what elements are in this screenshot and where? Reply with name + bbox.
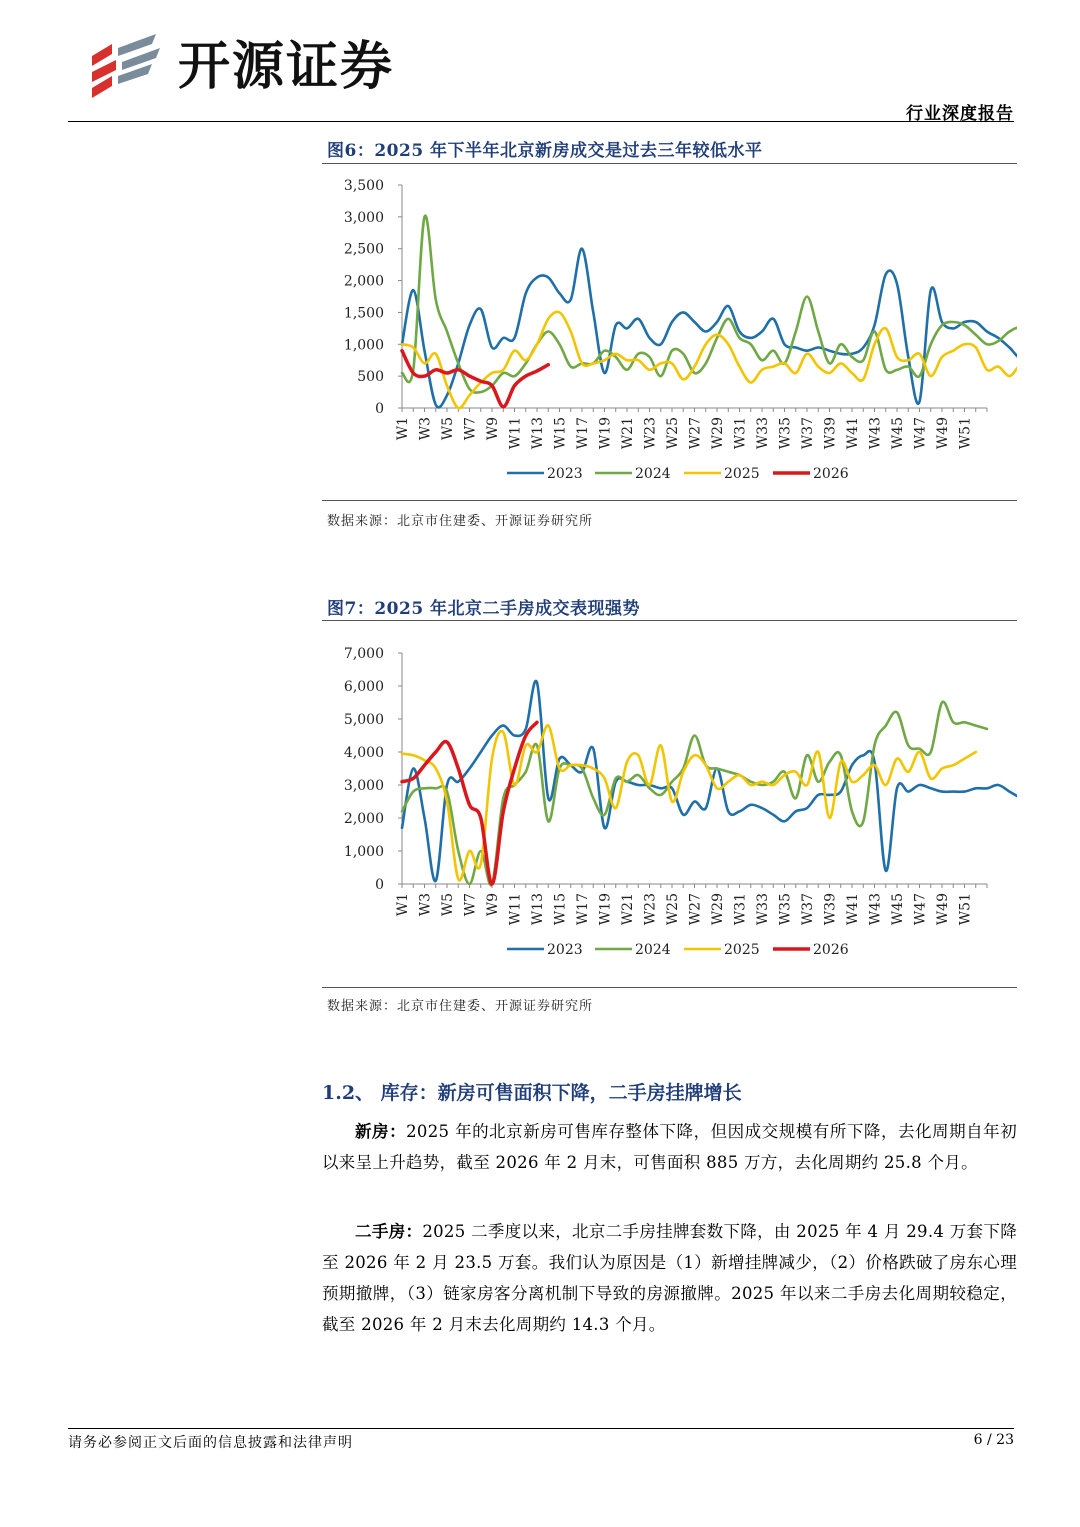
y-tick-label: 2,500: [343, 241, 384, 258]
x-tick-label: W45: [890, 893, 906, 926]
y-tick-label: 500: [357, 369, 384, 386]
legend-label-2025: 2025: [724, 466, 760, 482]
x-tick-label: W39: [822, 417, 839, 450]
x-tick-label: W1: [395, 417, 411, 441]
x-tick-label: W3: [417, 893, 434, 917]
legend-label-2026: 2026: [813, 466, 849, 482]
figure7-title: 图7：2025 年北京二手房成交表现强势: [327, 599, 641, 619]
figure6-title: 图6：2025 年下半年北京新房成交是过去三年较低水平: [327, 141, 763, 161]
figure6-top-rule: [322, 163, 1017, 164]
legend-label-2024: 2024: [635, 466, 671, 482]
x-tick-label: W5: [440, 417, 456, 441]
legend-label-2023: 2023: [547, 466, 583, 482]
series-line-2023: [402, 681, 1017, 881]
x-tick-label: W5: [440, 893, 456, 917]
y-tick-label: 7,000: [343, 646, 384, 662]
x-tick-label: W29: [710, 417, 726, 450]
x-tick-label: W23: [642, 417, 659, 450]
x-tick-label: W11: [507, 893, 524, 926]
figure7-bottom-rule: [322, 987, 1017, 988]
company-logo: [88, 30, 178, 100]
y-tick-label: 3,000: [343, 209, 384, 226]
x-tick-label: W23: [642, 893, 659, 926]
x-tick-label: W47: [912, 893, 929, 926]
paragraph-lead: 二手房：: [355, 1222, 423, 1241]
paragraph-lead: 新房：: [355, 1122, 407, 1141]
report-type: 行业深度报告: [906, 104, 1014, 124]
x-tick-label: W27: [687, 417, 704, 450]
x-tick-label: W19: [597, 893, 614, 926]
paragraph-text: 2025 年的北京新房可售库存整体下降，但因成交规模有所下降，去化周期自年初以来呈上升趋势，截至 2026 年 2 月末，可售面积 885 万方，去化周期约 25.8 个月。: [322, 1122, 1017, 1172]
x-tick-label: W37: [800, 417, 816, 450]
y-tick-label: 4,000: [343, 745, 384, 761]
x-tick-label: W15: [552, 893, 569, 926]
paragraph-text: 2025 二季度以来，北京二手房挂牌套数下降，由 2025 年 4 月 29.4 万套下降至 2026 年 2 月 23.5 万套。我们认为原因是（1）新增挂牌减少，（2）价格跌破了房东心理预期撤牌，（3）链家房客分离机制下导致的房源撤牌。2025 年以来二手房去化周期较稳定，截至 2026 年 2 月末去化周期约 14.3 个月。: [322, 1222, 1018, 1334]
x-tick-label: W31: [732, 893, 749, 926]
y-tick-label: 6,000: [343, 679, 384, 695]
figure7-source: 数据来源：北京市住建委、开源证券研究所: [327, 999, 594, 1014]
y-tick-label: 0: [375, 401, 384, 417]
x-tick-label: W35: [777, 893, 794, 926]
x-tick-label: W43: [867, 417, 884, 450]
x-tick-label: W21: [620, 893, 636, 926]
x-tick-label: W47: [912, 417, 929, 450]
x-tick-label: W41: [845, 893, 861, 926]
x-tick-label: W49: [935, 893, 951, 926]
footer-disclaimer: 请务必参阅正文后面的信息披露和法律声明: [68, 1435, 353, 1451]
figure7-chart: [322, 633, 1017, 971]
figure6-bottom-rule: [322, 500, 1017, 501]
page-number: 6 / 23: [973, 1432, 1014, 1448]
x-tick-label: W25: [665, 893, 681, 926]
x-tick-label: W9: [485, 417, 501, 441]
x-tick-label: W9: [485, 893, 501, 917]
x-tick-label: W1: [395, 893, 411, 917]
figure7-top-rule: [322, 620, 1017, 621]
legend-label-2024: 2024: [635, 942, 671, 958]
y-tick-label: 3,500: [343, 178, 384, 194]
header-divider: [68, 121, 1014, 122]
y-tick-label: 2,000: [343, 811, 384, 827]
x-tick-label: W7: [462, 417, 479, 441]
figure6-chart: [322, 165, 1017, 495]
y-tick-label: 5,000: [343, 712, 384, 728]
section-title: 1.2、 库存：新房可售面积下降，二手房挂牌增长: [322, 1082, 742, 1104]
footer-divider: [68, 1428, 1014, 1429]
x-tick-label: W51: [957, 417, 974, 450]
x-tick-label: W37: [800, 893, 816, 926]
paragraph-second-hand: [322, 1216, 1017, 1340]
x-tick-label: W17: [575, 893, 591, 926]
series-line-2024: [402, 702, 987, 885]
x-tick-label: W15: [552, 417, 569, 450]
y-tick-label: 1,000: [343, 844, 384, 860]
x-tick-label: W17: [575, 417, 591, 450]
x-tick-label: W43: [867, 893, 884, 926]
legend-label-2023: 2023: [547, 942, 583, 958]
y-tick-label: 3,000: [343, 778, 384, 794]
x-tick-label: W13: [530, 893, 546, 926]
y-tick-label: 2,000: [343, 273, 384, 290]
y-tick-label: 1,000: [343, 337, 384, 354]
x-tick-label: W45: [890, 417, 906, 450]
x-tick-label: W13: [530, 417, 546, 450]
x-tick-label: W11: [507, 417, 524, 450]
paragraph-new-house: [322, 1116, 1017, 1178]
legend-label-2026: 2026: [813, 942, 849, 958]
x-tick-label: W51: [957, 893, 974, 926]
x-tick-label: W7: [462, 893, 479, 917]
y-tick-label: 1,500: [343, 305, 384, 322]
x-tick-label: W27: [687, 893, 704, 926]
x-tick-label: W25: [665, 417, 681, 450]
x-tick-label: W3: [417, 417, 434, 441]
y-tick-label: 0: [375, 877, 384, 893]
x-tick-label: W31: [732, 417, 749, 450]
logo-text: 开源证券: [178, 37, 395, 97]
x-tick-label: W19: [597, 417, 614, 450]
x-tick-label: W29: [710, 893, 726, 926]
x-tick-label: W35: [777, 417, 794, 450]
x-tick-label: W39: [822, 893, 839, 926]
x-tick-label: W33: [755, 893, 771, 926]
legend-label-2025: 2025: [724, 942, 760, 958]
x-tick-label: W21: [620, 417, 636, 450]
x-tick-label: W49: [935, 417, 951, 450]
figure6-source: 数据来源：北京市住建委、开源证券研究所: [327, 514, 594, 529]
x-tick-label: W41: [845, 417, 861, 450]
x-tick-label: W33: [755, 417, 771, 450]
